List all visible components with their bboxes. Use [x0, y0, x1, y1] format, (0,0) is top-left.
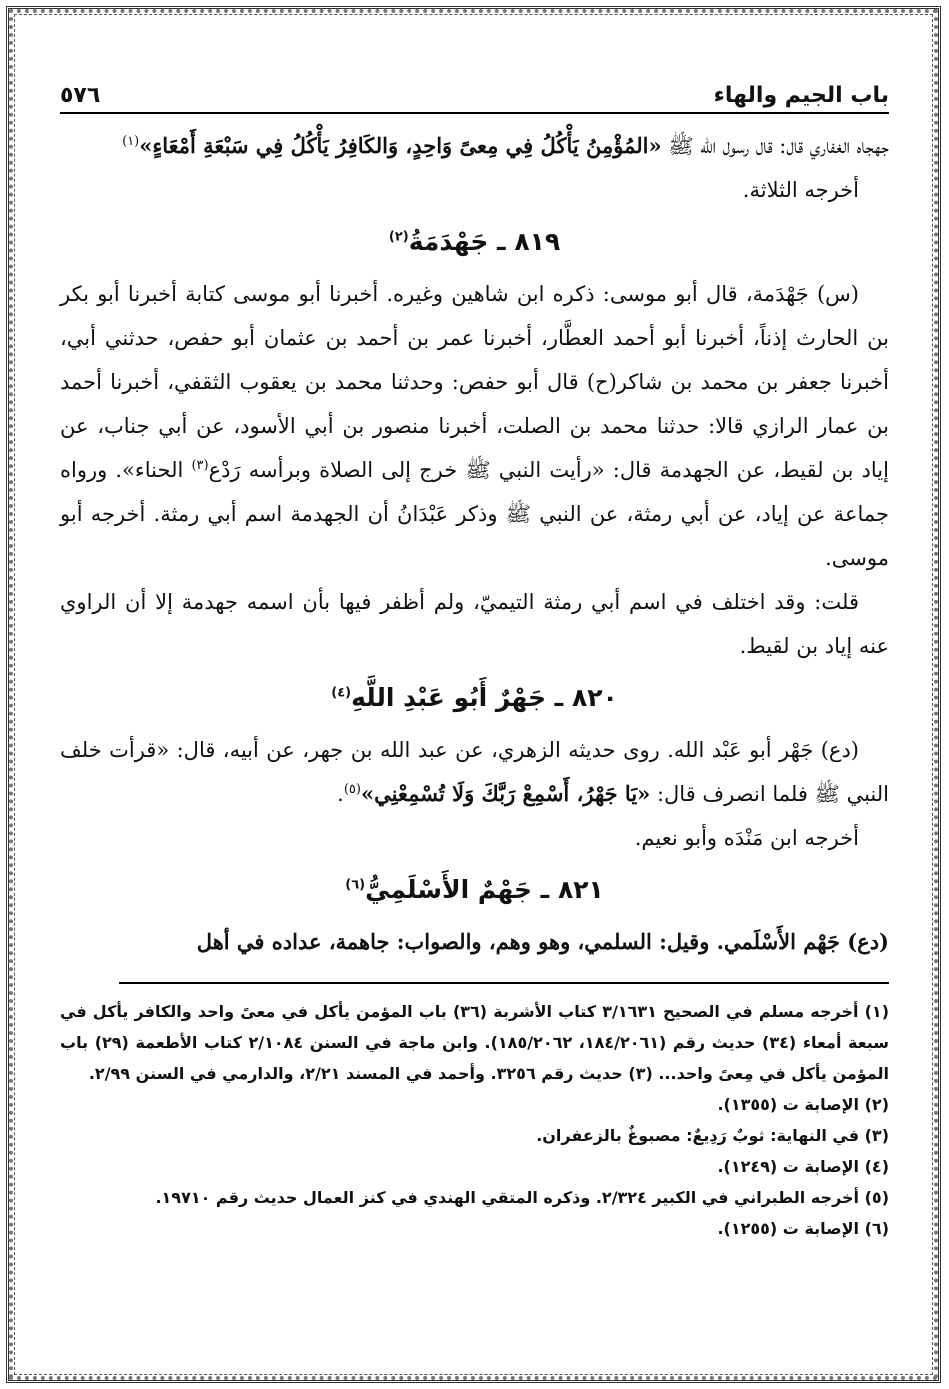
footnote-ref-3: (٣) [191, 458, 209, 473]
hadith-quote-2: «يَا جَهْرُ، أَسْمِعْ رَبَّكَ وَلَا تُسْمِعْنِي» [360, 781, 651, 806]
entry-heading-821 [60, 864, 889, 916]
footnote-4: (٤) الإصابة ت (١٢٤٩). [717, 1157, 889, 1176]
paragraph-1-text: جهجاه الغفاري قال: قال رسول الله ﷺ [661, 134, 889, 158]
footnotes [60, 996, 889, 1244]
entry-heading-820 [60, 672, 889, 724]
footnote-1: (١) أخرجه مسلم في الصحيح ٣/١٦٣١ كتاب الأشربة (٣٦) باب المؤمن يأكل في معىً واحد والكافر يأكل في سبعة أمعاء (٣٤) حديث رقم (١٨٤/٢٠٦١، ١٨٥/٢٠٦٢). وابن ماجة في السنن ٢/١٠٨٤ كتاب الأطعمة (٢٩) باب المؤمن يأكل في مِعىً واحد... (٣) حديث رقم ٣٢٥٦. وأحمد في المسند ٢/٢١، والدارمي في السنن ٢/٩٩. [60, 1002, 890, 1083]
footnote-3: (٣) في النهاية: ثوبٌ رَدِيعٌ: مصبوغٌ بالزعفران. [536, 1126, 889, 1145]
paragraph-5-text: (دع) جَهْر أبو عَبْد الله. روى حديثه الزهري، عن عبد الله بن جهر، عن أبيه، قال: «قرأت خلف النبي ﷺ فلما انصرف قال: [60, 738, 889, 806]
entry-heading-819-text: ٨١٩ ـ جَهْدَمَةُ [408, 227, 561, 256]
paragraph-1 [60, 124, 889, 168]
running-title: باب الجيم والهاء [713, 82, 889, 108]
paragraph-7: (دع) جَهْم الأَسْلَمي. وقيل: السلمي، وهو وهم، والصواب: جاهمة، عداده في أهل [196, 929, 889, 954]
footnote-2: (٢) الإصابة ت (١٣٥٥). [717, 1095, 889, 1114]
paragraph-3-text: (س) جَهْدَمة، قال أبو موسى: ذكره ابن شاهين وغيره. أخبرنا أبو موسى كتابة أخبرنا أبو بكر بن الحارث إذناً، أخبرنا أبو أحمد العطَّار، أخبرنا عمر بن أحمد بن عثمان أبو حفص، حدثني أبي، أخبرنا جعفر بن محمد بن شاكر(ح) قال أبو حفص: وحدثنا محمد بن يعقوب الثقفي، أخبرنا أحمد بن عمار الرازي قالا: حدثنا محمد بن الصلت، أخبرنا منصور بن أبي الأسود، عن أبي جناب، عن إياد بن لقيط، عن الجهدمة قال: «رأيت النبي ﷺ خرج إلى الصلاة وبرأسه رَدْع [60, 282, 889, 482]
page-header [60, 78, 889, 114]
footnote-5: (٥) أخرجه الطبراني في الكبير ٢/٣٢٤. وذكره المتقي الهندي في كنز العمال حديث رقم ١٩٧١٠. [155, 1188, 889, 1207]
footnote-ref-5: (٥) [343, 782, 361, 797]
entry-heading-819 [60, 216, 889, 268]
entry-heading-821-text: ٨٢١ ـ جَهْمٌ الأَسْلَمِيُّ [365, 875, 604, 904]
footnote-6: (٦) الإصابة ت (١٢٥٥). [717, 1219, 889, 1238]
footnote-ref-1: (١) [122, 134, 140, 149]
footnote-ref-4: (٤) [331, 685, 352, 701]
paragraph-2: أخرجه الثلاثة. [742, 178, 859, 202]
paragraph-5: (دع) جَهْر أبو عَبْد الله. روى حديثه الزهري، عن عبد الله بن جهر، عن أبيه، قال: «قرأت خلف النبي ﷺ فلما انصرف قال: «يَا جَهْرُ، أَسْمِعْ رَبَّكَ وَلَا تُسْمِعْنِي»$^{(٥)}$. [60, 738, 889, 806]
footnote-ref-2: (٢) [388, 229, 409, 245]
main-text [60, 124, 889, 964]
page-number: ٥٧٦ [60, 82, 101, 108]
paragraph-3 [60, 272, 889, 580]
hadith-quote-1: «المُؤْمِنُ يَأْكُلُ فِي مِعىً وَاحِدٍ، وَالكَافِرُ يَأْكُلُ فِي سَبْعَةِ أَمْعَاءٍ» [139, 133, 662, 158]
footnote-ref-6: (٦) [345, 877, 366, 893]
paragraph-3-rest: الحناء». ورواه جماعة عن إياد، عن أبي رمثة، عن النبي ﷺ وذكر عَبْدَانُ أن الجهدمة اسم أبي رمثة. أخرجه أبو موسى. [60, 458, 889, 570]
paragraph-6: أخرجه ابن مَنْدَه وأبو نعيم. [634, 826, 859, 850]
entry-heading-820-text: ٨٢٠ ـ جَهْرٌ أَبُو عَبْدِ اللَّهِ [351, 683, 618, 712]
paragraph-4: قلت: وقد اختلف في اسم أبي رمثة التيميّ، ولم أظفر فيها بأن اسمه جهدمة إلا أن الراوي عنه إياد بن لقيط. [60, 590, 889, 658]
footnote-divider [119, 982, 889, 984]
